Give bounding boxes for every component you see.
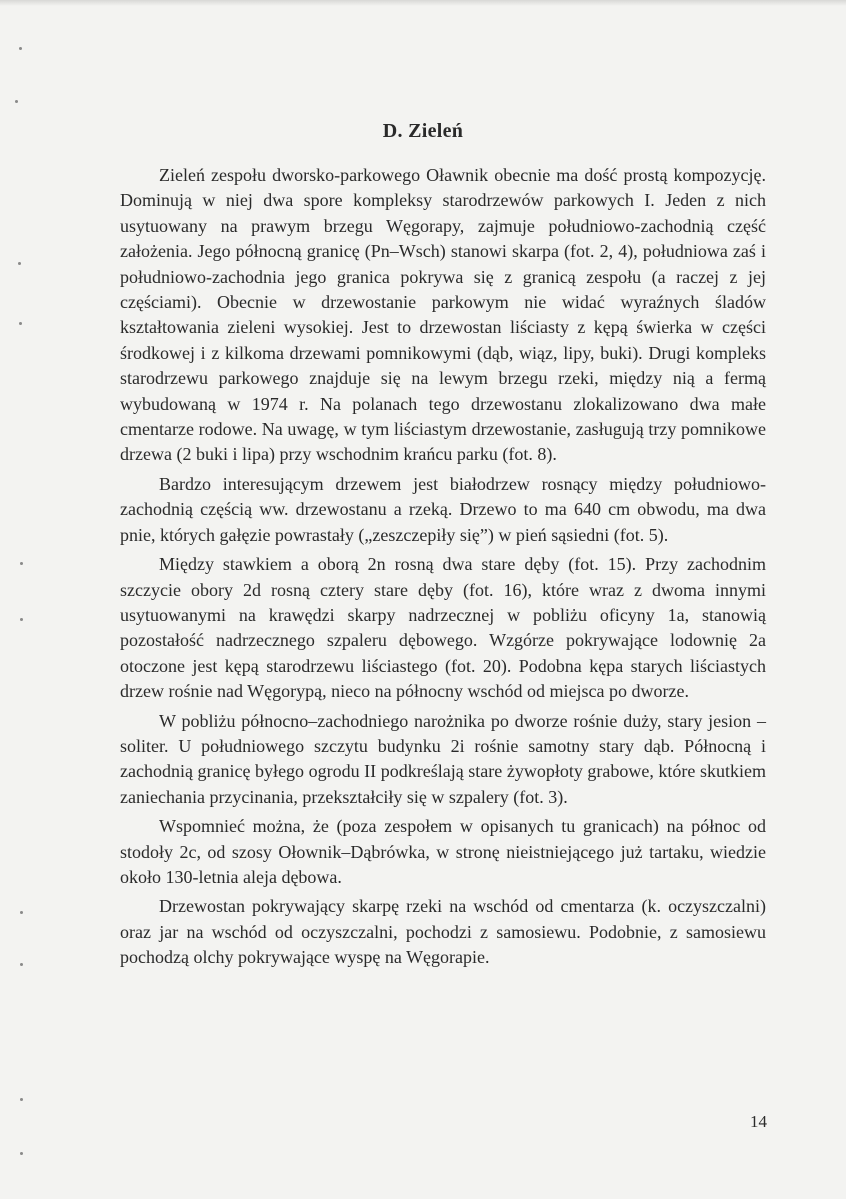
section-heading: D. Zieleń	[382, 120, 464, 142]
scan-speck	[18, 262, 21, 265]
scan-speck	[20, 618, 23, 621]
scan-speck	[19, 322, 22, 325]
scan-speck	[20, 1098, 23, 1101]
scan-speck	[20, 562, 23, 565]
scan-speck	[15, 100, 18, 103]
scan-speck	[20, 911, 23, 914]
paragraph: W pobliżu północno–zachodniego narożnika po dworze rośnie duży, stary jesion – soliter. U południowego szczytu budynku 2i rośnie samotny stary dąb. Północną i zachodnią granicę byłego ogrodu II podkreślają stare żywopłoty grabowe, które skutkiem zaniechania przycinania, przekształciły się w szpalery (fot. 3).	[120, 710, 766, 807]
scan-speck	[20, 963, 23, 966]
body-text	[120, 163, 766, 975]
page-number: 14	[750, 1112, 767, 1131]
paragraph: Wspomnieć można, że (poza zespołem w opisanych tu granicach) na północ od stodoły 2c, od szosy Ołownik–Dąbrówka, w stronę nieistniejącego już tartaku, wiedzie około 130-letnia aleja dębowa.	[120, 816, 766, 887]
paragraph: Bardzo interesującym drzewem jest białodrzew rosnący między południowo-zachodnią częścią ww. drzewostanu a rzeką. Drzewo to ma 640 cm obwodu, ma dwa pnie, których gałęzie powrastały („zeszczepiły się”) w pień sąsiedni (fot. 5).	[120, 473, 766, 545]
paragraph: Zieleń zespołu dworsko-parkowego Oławnik obecnie ma dość prostą kompozycję. Dominują w niej dwa spore kompleksy starodrzewów parkowych I. Jeden z nich usytuowany na prawym brzegu Węgorapy, zajmuje południowo-zachodnią część założenia. Jego północną granicę (Pn–Wsch) stanowi skarpa (fot. 2, 4), południowa zaś i południowo-zachodnia jego granica pokrywa się z granicą zespołu (a raczej z jej częściami). Obecnie w drzewostanie parkowym nie widać wyraźnych śladów kształtowania zieleni wysokiej. Jest to drzewostan liściasty z kępą świerka w części środkowej i z kilkoma drzewami pomnikowymi (dąb, wiąz, lipy, buki). Drugi kompleks starodrzewu parkowego znajduje się na lewym brzegu rzeki, między nią a fermą wybudowaną w 1974 r. Na polanach tego drzewostanu zlokalizowano dwa małe cmentarze rodowe. Na uwagę, w tym liściastym drzewostanie, zasługują trzy pomnikowe drzewa (2 buki i lipa) przy wschodnim krańcu parku (fot. 8).	[120, 165, 766, 465]
paragraph: Drzewostan pokrywający skarpę rzeki na wschód od cmentarza (k. oczyszczalni) oraz jar na wschód od oczyszczalni, pochodzi z samosiewu. Podobnie, z samosiewu pochodzą olchy pokrywające wyspę na Węgorapie.	[120, 896, 766, 968]
paragraph: Między stawkiem a oborą 2n rosną dwa stare dęby (fot. 15). Przy zachodnim szczycie obory 2d rosną cztery stare dęby (fot. 16), które wraz z dwoma innymi usytuowanymi na krawędzi skarpy nadrzecznej w pobliżu oficyny 1a, stanowią pozostałość nadrzecznego szpaleru dębowego. Wzgórze pokrywające lodownię 2a otoczone jest kępą starodrzewu liściastego (fot. 20). Podobna kępa starych liściastych drzew rośnie nad Węgorypą, nieco na północny wschód od miejsca po dworze.	[120, 554, 766, 702]
page-top-edge	[0, 0, 846, 6]
scan-speck	[19, 47, 22, 50]
scan-speck	[20, 1152, 23, 1155]
